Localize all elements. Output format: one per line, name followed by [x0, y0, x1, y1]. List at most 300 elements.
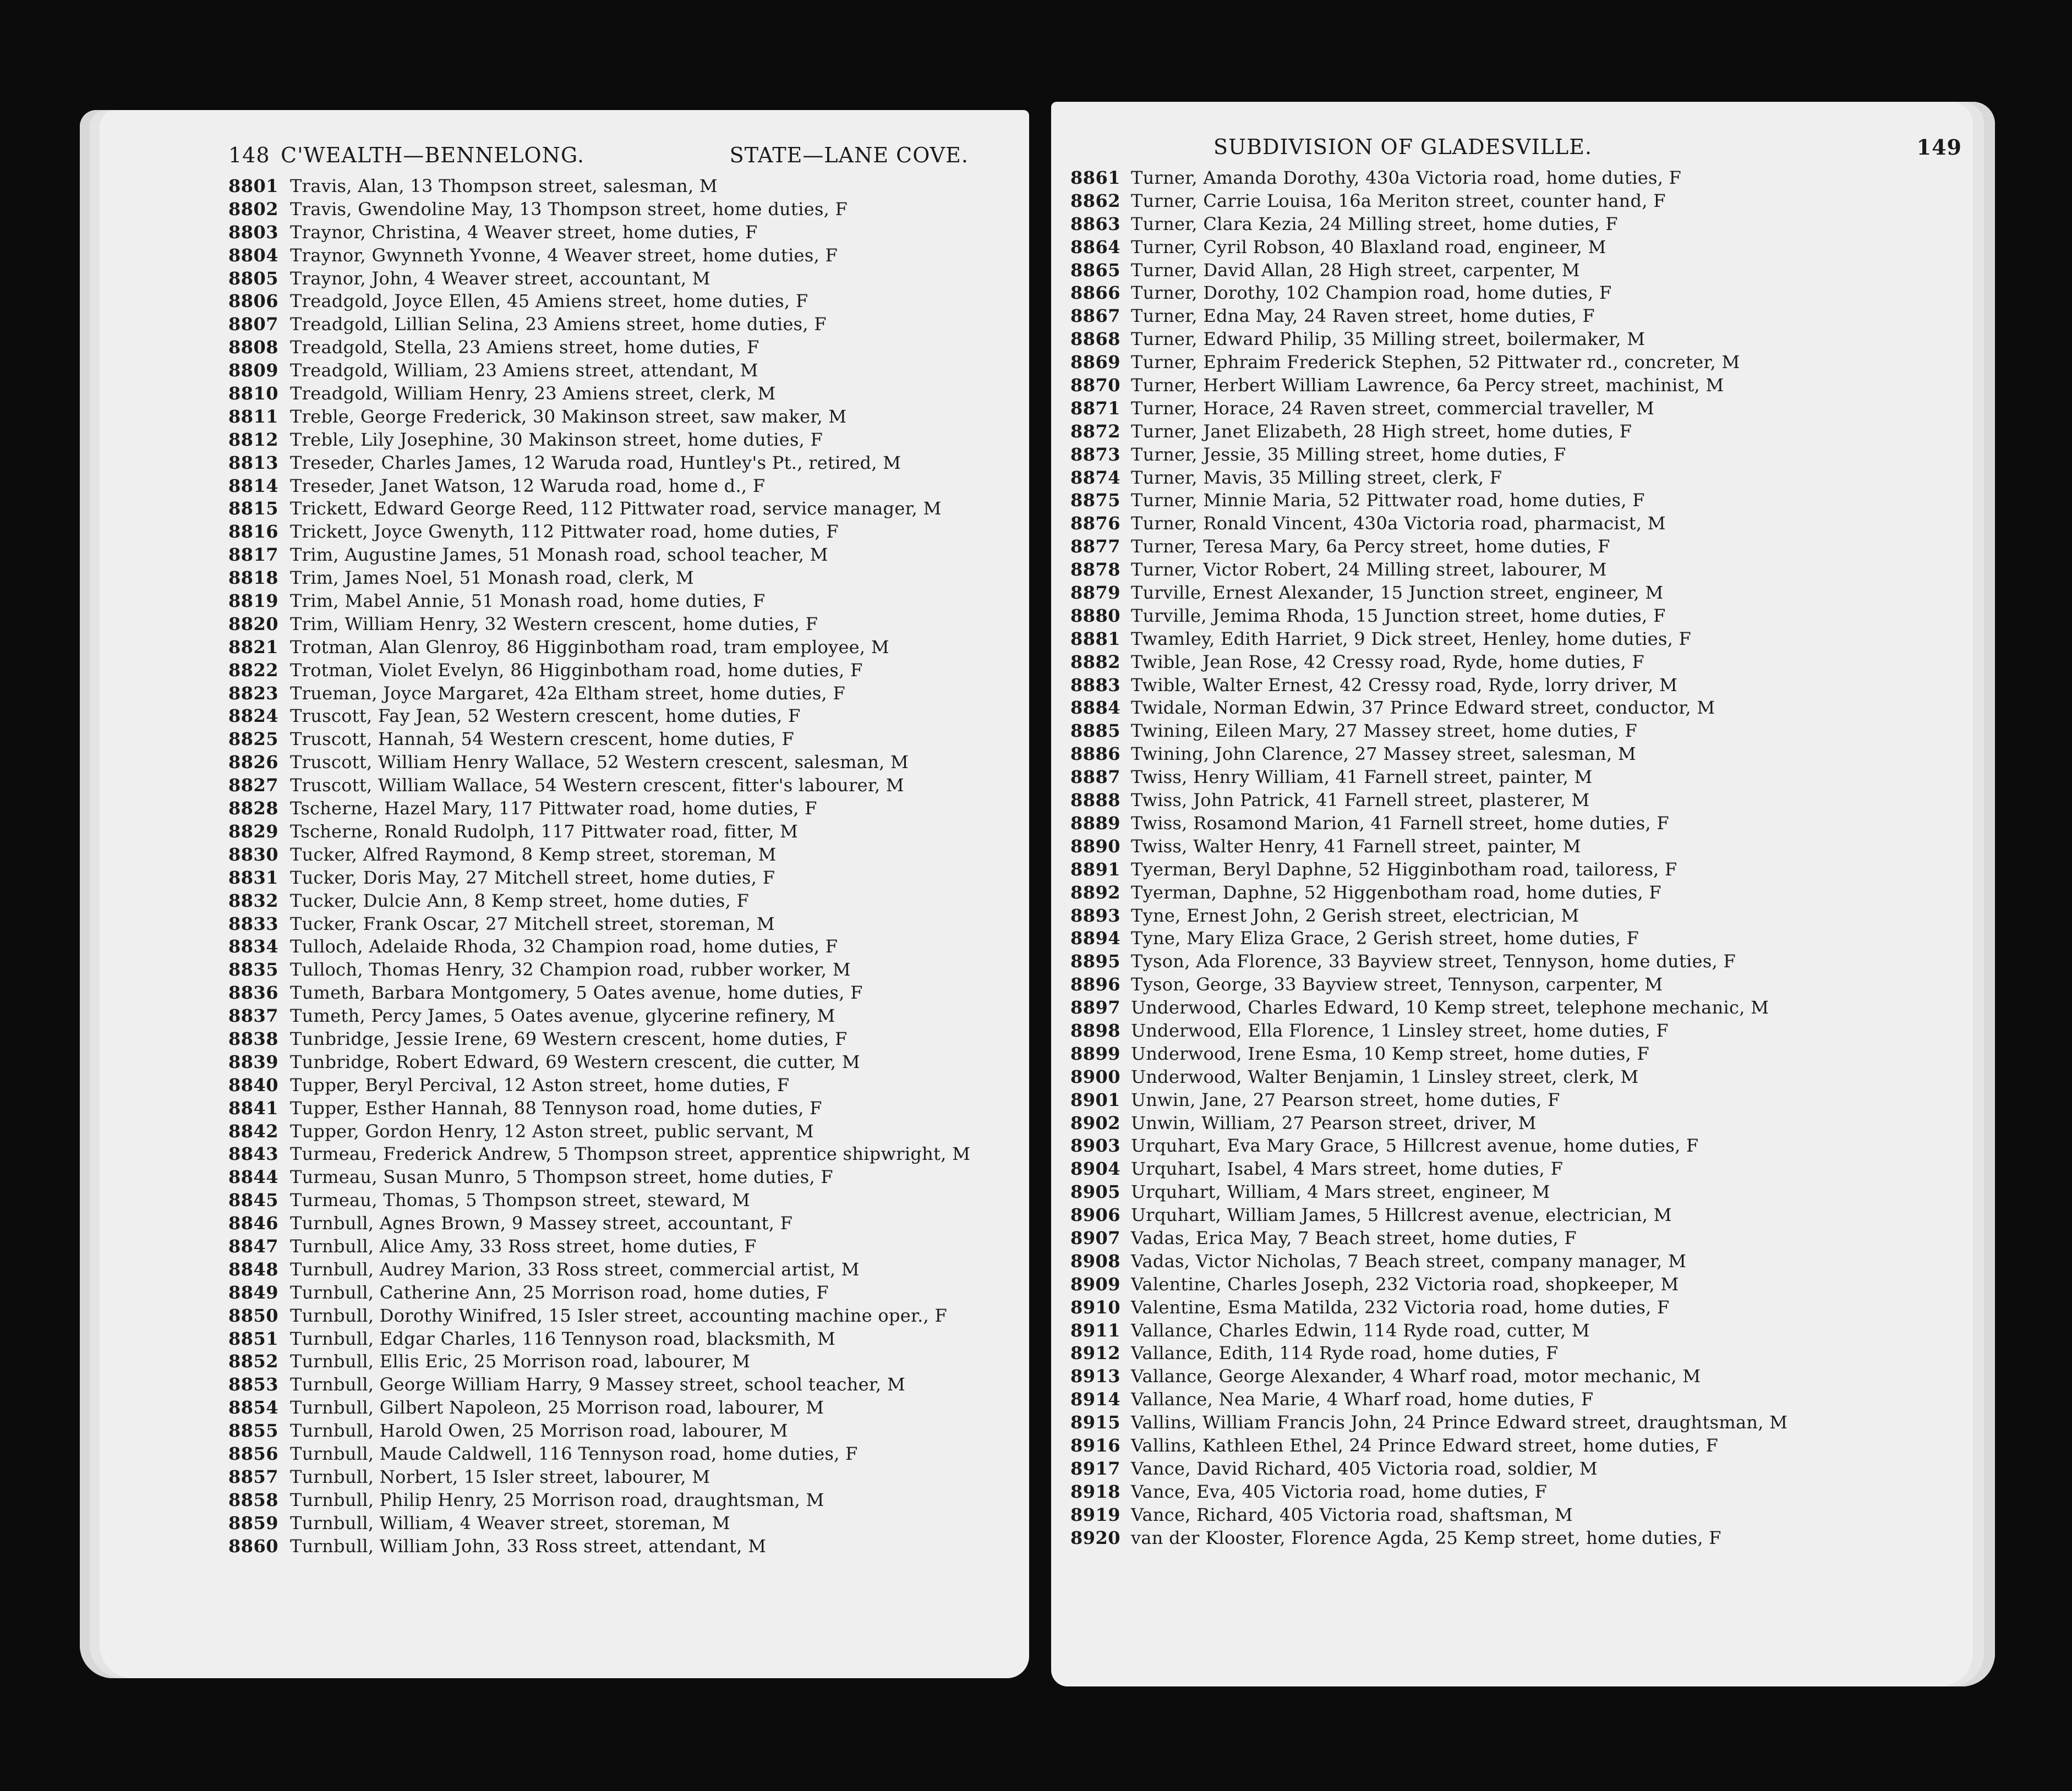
entry-number: 8872 [1070, 420, 1121, 442]
entry-text: Treadgold, William Henry, 23 Amiens street, clerk, M [290, 383, 776, 404]
entry-text: Tunbridge, Jessie Irene, 69 Western crescent, home duties, F [290, 1028, 848, 1049]
list-item [1070, 1388, 1787, 1411]
entry-number: 8909 [1070, 1273, 1121, 1295]
entry-number: 8802 [228, 198, 279, 220]
list-item [228, 175, 970, 198]
entry-text: Treadgold, Lillian Selina, 23 Amiens street, home duties, F [290, 314, 827, 335]
list-item [1070, 720, 1787, 743]
entry-number: 8860 [228, 1535, 279, 1557]
entry-text: Turnbull, Philip Henry, 25 Morrison road, draughtsman, M [290, 1489, 824, 1510]
entry-text: Truscott, Fay Jean, 52 Western crescent, home duties, F [290, 705, 801, 727]
list-item [1070, 328, 1787, 351]
list-item [1070, 1020, 1787, 1043]
entry-text: Turner, Edward Philip, 35 Milling street, boilermaker, M [1131, 328, 1645, 350]
entry-text: Urquhart, Isabel, 4 Mars street, home duties, F [1131, 1158, 1563, 1180]
entry-text: Trotman, Violet Evelyn, 86 Higginbotham road, home duties, F [290, 659, 863, 681]
list-item [228, 1328, 970, 1351]
entry-text: Turner, Ephraim Frederick Stephen, 52 Pittwater rd., concreter, M [1131, 352, 1740, 373]
entry-number: 8853 [228, 1374, 279, 1395]
entry-number: 8905 [1070, 1181, 1121, 1203]
entry-number: 8839 [228, 1051, 279, 1072]
list-item [1070, 628, 1787, 651]
list-item [228, 452, 970, 475]
entry-text: Trickett, Edward George Reed, 112 Pittwater road, service manager, M [290, 498, 942, 519]
entry-text: Twidale, Norman Edwin, 37 Prince Edward street, conductor, M [1131, 697, 1715, 719]
entry-number: 8862 [1070, 190, 1121, 211]
list-item [1070, 1250, 1787, 1273]
entry-number: 8811 [228, 406, 279, 427]
list-item [228, 1097, 970, 1120]
entry-text: Turner, Jessie, 35 Milling street, home duties, F [1131, 443, 1566, 465]
entry-number: 8835 [228, 959, 279, 981]
list-item [228, 1420, 970, 1443]
list-item [228, 1166, 970, 1189]
list-item [228, 913, 970, 936]
entry-number: 8904 [1070, 1158, 1121, 1180]
left-page [80, 110, 1029, 1678]
list-item [228, 1074, 970, 1097]
entry-number: 8831 [228, 867, 279, 888]
entry-text: Tupper, Gordon Henry, 12 Aston street, public servant, M [290, 1120, 814, 1142]
list-item [228, 728, 970, 751]
list-item [1070, 305, 1787, 328]
entry-text: Tucker, Dulcie Ann, 8 Kemp street, home duties, F [290, 890, 750, 911]
entry-number: 8865 [1070, 259, 1121, 281]
entry-number: 8890 [1070, 835, 1121, 857]
page-number: 148 [228, 143, 270, 167]
entry-number: 8816 [228, 521, 279, 543]
entry-number: 8899 [1070, 1043, 1121, 1064]
entry-text: Unwin, Jane, 27 Pearson street, home duties, F [1131, 1089, 1560, 1110]
entry-number: 8866 [1070, 282, 1121, 304]
entry-text: Valentine, Esma Matilda, 232 Victoria road, home duties, F [1131, 1296, 1670, 1318]
entry-text: Tumeth, Percy James, 5 Oates avenue, glycerine refinery, M [290, 1005, 835, 1027]
list-item [228, 844, 970, 867]
list-item [1070, 582, 1787, 605]
entry-text: Vallance, George Alexander, 4 Wharf road, motor mechanic, M [1131, 1366, 1701, 1387]
entry-number: 8834 [228, 936, 279, 957]
list-item [1070, 835, 1787, 858]
entry-number: 8801 [228, 176, 279, 196]
entry-text: Treble, George Frederick, 30 Makinson street, saw maker, M [290, 406, 847, 427]
entry-text: Vance, Richard, 405 Victoria road, shaftsman, M [1131, 1504, 1573, 1525]
entry-number: 8807 [228, 314, 279, 335]
entry-number: 8861 [1070, 167, 1121, 188]
list-item [228, 982, 970, 1005]
entry-number: 8888 [1070, 790, 1121, 811]
list-item [1070, 374, 1787, 397]
list-item [228, 1028, 970, 1051]
entry-number: 8847 [228, 1235, 279, 1257]
entry-text: Tucker, Alfred Raymond, 8 Kemp street, storeman, M [290, 844, 777, 865]
entry-text: Turner, Amanda Dorothy, 430a Victoria road, home duties, F [1131, 167, 1682, 188]
entry-text: Twible, Walter Ernest, 42 Cressy road, Ryde, lorry driver, M [1131, 674, 1678, 695]
entry-text: Traynor, Gwynneth Yvonne, 4 Weaver street, home duties, F [290, 244, 838, 266]
entry-text: Traynor, Christina, 4 Weaver street, home duties, F [290, 221, 758, 243]
entry-number: 8902 [1070, 1112, 1121, 1133]
entry-text: Turmeau, Thomas, 5 Thompson street, steward, M [290, 1190, 751, 1211]
entry-text: Urquhart, William James, 5 Hillcrest avenue, electrician, M [1131, 1204, 1672, 1226]
entry-text: Turnbull, Dorothy Winifred, 15 Isler street, accounting machine oper., F [290, 1305, 947, 1326]
entry-number: 8821 [228, 636, 279, 658]
entry-number: 8887 [1070, 766, 1121, 788]
list-item [1070, 996, 1787, 1020]
entry-text: Vallins, William Francis John, 24 Prince Edward street, draughtsman, M [1131, 1412, 1788, 1433]
entry-text: Truscott, William Henry Wallace, 52 Western crescent, salesman, M [290, 752, 909, 773]
entry-number: 8916 [1070, 1434, 1121, 1456]
list-item [228, 1143, 970, 1166]
list-item [1070, 535, 1787, 558]
entry-number: 8867 [1070, 305, 1121, 327]
entry-number: 8805 [228, 267, 279, 289]
entry-text: Turnbull, William, 4 Weaver street, storeman, M [290, 1512, 730, 1533]
entry-text: Tucker, Frank Oscar, 27 Mitchell street, storeman, M [290, 913, 775, 934]
list-item [1070, 512, 1787, 535]
entry-number: 8869 [1070, 352, 1121, 373]
entry-text: Turner, Ronald Vincent, 430a Victoria road, pharmacist, M [1131, 513, 1666, 534]
entry-number: 8814 [228, 475, 279, 496]
entry-text: Twiss, John Patrick, 41 Farnell street, plasterer, M [1131, 790, 1590, 811]
entry-text: Turner, Cyril Robson, 40 Blaxland road, engineer, M [1131, 236, 1606, 258]
list-item [228, 1396, 970, 1420]
entry-number: 8836 [228, 982, 279, 1004]
list-item [228, 313, 970, 336]
entry-text: Tupper, Beryl Percival, 12 Aston street, home duties, F [290, 1074, 790, 1096]
list-item [1070, 282, 1787, 305]
list-item [228, 497, 970, 521]
entry-number: 8859 [228, 1512, 279, 1533]
entry-text: Twining, Eileen Mary, 27 Massey street, home duties, F [1131, 720, 1637, 742]
list-item [228, 1235, 970, 1258]
entry-number: 8820 [228, 613, 279, 634]
list-item [1070, 1504, 1787, 1527]
entry-text: Turner, Dorothy, 102 Champion road, home duties, F [1131, 282, 1612, 304]
entry-text: Turner, Edna May, 24 Raven street, home duties, F [1131, 305, 1595, 327]
list-item [1070, 858, 1787, 881]
list-item [1070, 489, 1787, 512]
list-item [228, 1535, 970, 1558]
list-item [1070, 1158, 1787, 1181]
entry-text: Underwood, Walter Benjamin, 1 Linsley street, clerk, M [1131, 1066, 1639, 1087]
list-item [1070, 1319, 1787, 1343]
entry-number: 8840 [228, 1074, 279, 1096]
entry-number: 8858 [228, 1489, 279, 1510]
entry-number: 8897 [1070, 997, 1121, 1018]
entry-number: 8809 [228, 360, 279, 381]
entry-text: Twiss, Rosamond Marion, 41 Farnell street, home duties, F [1131, 812, 1670, 834]
list-item [228, 1051, 970, 1074]
list-item [228, 336, 970, 359]
list-item [1070, 973, 1787, 996]
list-item [228, 290, 970, 313]
list-item [228, 867, 970, 890]
entry-text: Vallance, Charles Edwin, 114 Ryde road, cutter, M [1131, 1319, 1590, 1341]
entry-text: Turner, Teresa Mary, 6a Percy street, home duties, F [1131, 536, 1610, 557]
entry-text: Turnbull, Catherine Ann, 25 Morrison road, home duties, F [290, 1281, 829, 1303]
list-item [228, 406, 970, 429]
entry-text: Vadas, Victor Nicholas, 7 Beach street, company manager, M [1131, 1250, 1687, 1272]
list-item [228, 1350, 970, 1373]
entry-number: 8876 [1070, 513, 1121, 534]
entry-number: 8855 [228, 1420, 279, 1442]
list-item [1070, 697, 1787, 720]
entry-number: 8886 [1070, 743, 1121, 765]
entry-number: 8915 [1070, 1412, 1121, 1433]
entry-text: Turner, Horace, 24 Raven street, commercial traveller, M [1131, 397, 1655, 419]
entry-text: Twamley, Edith Harriet, 9 Dick street, Henley, home duties, F [1131, 628, 1692, 649]
entry-text: Truscott, Hannah, 54 Western crescent, home duties, F [290, 729, 795, 750]
entry-text: Turner, Minnie Maria, 52 Pittwater road, home duties, F [1131, 490, 1645, 511]
entry-number: 8819 [228, 590, 279, 612]
list-item [1070, 1135, 1787, 1158]
entry-text: Tscherne, Ronald Rudolph, 117 Pittwater road, fitter, M [290, 820, 799, 842]
list-item [228, 244, 970, 267]
list-item [1070, 605, 1787, 628]
electoral-roll-list [1070, 167, 1787, 1549]
entry-text: Treble, Lily Josephine, 30 Makinson street, home duties, F [290, 429, 823, 450]
entry-number: 8878 [1070, 559, 1121, 580]
entry-number: 8824 [228, 705, 279, 727]
entry-number: 8892 [1070, 881, 1121, 903]
entry-number: 8903 [1070, 1135, 1121, 1157]
entry-number: 8851 [228, 1328, 279, 1349]
entry-number: 8901 [1070, 1089, 1121, 1110]
entry-number: 8849 [228, 1281, 279, 1303]
entry-text: Turner, Herbert William Lawrence, 6a Percy street, machinist, M [1131, 375, 1724, 396]
entry-number: 8893 [1070, 905, 1121, 926]
right-page-header [1117, 135, 1962, 162]
list-item [1070, 1227, 1787, 1250]
electoral-roll-list [228, 175, 970, 1558]
entry-number: 8870 [1070, 375, 1121, 396]
list-item [228, 1489, 970, 1512]
entry-text: Vallance, Nea Marie, 4 Wharf road, home duties, F [1131, 1389, 1594, 1410]
entry-text: Turnbull, George William Harry, 9 Massey street, school teacher, M [290, 1374, 906, 1395]
list-item [228, 636, 970, 659]
entry-text: Turner, David Allan, 28 High street, carpenter, M [1131, 259, 1580, 281]
entry-text: Tupper, Esther Hannah, 88 Tennyson road, home duties, F [290, 1097, 822, 1119]
entry-text: Unwin, William, 27 Pearson street, driver, M [1131, 1112, 1537, 1133]
list-item [228, 1005, 970, 1028]
list-item [228, 797, 970, 820]
entry-number: 8825 [228, 729, 279, 750]
list-item [228, 359, 970, 382]
entry-number: 8832 [228, 890, 279, 911]
list-item [1070, 236, 1787, 259]
entry-text: Tyne, Mary Eliza Grace, 2 Gerish street, home duties, F [1131, 928, 1639, 949]
entry-number: 8857 [228, 1466, 279, 1487]
list-item [1070, 167, 1787, 190]
list-item [1070, 1342, 1787, 1365]
entry-text: Urquhart, William, 4 Mars street, engineer, M [1131, 1181, 1550, 1203]
entry-number: 8850 [228, 1305, 279, 1326]
entry-text: Tyson, George, 33 Bayview street, Tennyson, carpenter, M [1131, 974, 1663, 995]
entry-text: Twible, Jean Rose, 42 Cressy road, Ryde, home duties, F [1131, 651, 1644, 672]
entry-text: van der Klooster, Florence Agda, 25 Kemp street, home duties, F [1131, 1527, 1721, 1548]
entry-text: Tulloch, Thomas Henry, 32 Champion road, rubber worker, M [290, 959, 851, 981]
list-item [228, 613, 970, 636]
entry-number: 8817 [228, 544, 279, 566]
entry-text: Travis, Gwendoline May, 13 Thompson street, home duties, F [290, 198, 848, 220]
entry-number: 8912 [1070, 1343, 1121, 1364]
list-item [228, 1258, 970, 1281]
list-item [228, 682, 970, 705]
list-item [228, 774, 970, 797]
entry-number: 8854 [228, 1397, 279, 1418]
entry-text: Turnbull, Maude Caldwell, 116 Tennyson road, home duties, F [290, 1443, 858, 1464]
entry-number: 8830 [228, 844, 279, 865]
list-item [1070, 927, 1787, 950]
entry-text: Turnbull, Edgar Charles, 116 Tennyson road, blacksmith, M [290, 1328, 836, 1349]
entry-number: 8873 [1070, 443, 1121, 465]
entry-text: Urquhart, Eva Mary Grace, 5 Hillcrest avenue, home duties, F [1131, 1135, 1699, 1157]
list-item [1070, 1365, 1787, 1388]
list-item [228, 567, 970, 590]
entry-text: Vallance, Edith, 114 Ryde road, home duties, F [1131, 1343, 1559, 1364]
entry-text: Twining, John Clarence, 27 Massey street, salesman, M [1131, 743, 1636, 765]
list-item [228, 935, 970, 959]
entry-number: 8898 [1070, 1020, 1121, 1041]
entry-text: Tyne, Ernest John, 2 Gerish street, electrician, M [1131, 905, 1579, 926]
entry-text: Trim, Augustine James, 51 Monash road, school teacher, M [290, 544, 828, 566]
list-item [1070, 743, 1787, 766]
entry-number: 8917 [1070, 1458, 1121, 1479]
list-item [228, 659, 970, 682]
entry-number: 8879 [1070, 582, 1121, 604]
entry-number: 8895 [1070, 951, 1121, 972]
entry-number: 8906 [1070, 1204, 1121, 1226]
entry-text: Underwood, Charles Edward, 10 Kemp street, telephone mechanic, M [1131, 997, 1769, 1018]
list-item [1070, 213, 1787, 236]
entry-text: Tucker, Doris May, 27 Mitchell street, home duties, F [290, 867, 775, 888]
entry-number: 8846 [228, 1213, 279, 1234]
entry-number: 8844 [228, 1166, 279, 1188]
entry-number: 8882 [1070, 651, 1121, 672]
list-item [228, 429, 970, 452]
entry-number: 8823 [228, 682, 279, 704]
entry-number: 8845 [228, 1190, 279, 1211]
entry-number: 8877 [1070, 536, 1121, 557]
entry-text: Turner, Clara Kezia, 24 Milling street, home duties, F [1131, 213, 1618, 234]
entry-text: Tyson, Ada Florence, 33 Bayview street, Tennyson, home duties, F [1131, 951, 1736, 972]
entry-text: Turnbull, Harold Owen, 25 Morrison road, labourer, M [290, 1420, 788, 1442]
entry-number: 8815 [228, 498, 279, 519]
entry-number: 8900 [1070, 1066, 1121, 1087]
entry-text: Tulloch, Adelaide Rhoda, 32 Champion road, home duties, F [290, 936, 838, 957]
list-item [1070, 1434, 1787, 1458]
entry-number: 8885 [1070, 720, 1121, 742]
entry-text: Twiss, Henry William, 41 Farnell street, painter, M [1131, 766, 1593, 788]
entry-text: Turnbull, Gilbert Napoleon, 25 Morrison road, labourer, M [290, 1397, 824, 1418]
list-item [1070, 420, 1787, 443]
entry-text: Tunbridge, Robert Edward, 69 Western crescent, die cutter, M [290, 1051, 860, 1072]
list-item [1070, 1527, 1787, 1550]
entry-number: 8881 [1070, 628, 1121, 649]
entry-text: Turnbull, Agnes Brown, 9 Massey street, accountant, F [290, 1213, 793, 1234]
entry-text: Turner, Mavis, 35 Milling street, clerk, F [1131, 467, 1502, 488]
entry-number: 8907 [1070, 1227, 1121, 1248]
list-item [228, 1443, 970, 1466]
list-item [1070, 397, 1787, 420]
entry-text: Trueman, Joyce Margaret, 42a Eltham street, home duties, F [290, 682, 846, 704]
list-item [1070, 259, 1787, 282]
list-item [228, 382, 970, 406]
entry-text: Valentine, Charles Joseph, 232 Victoria road, shopkeeper, M [1131, 1273, 1679, 1295]
list-item [1070, 766, 1787, 789]
entry-text: Treadgold, William, 23 Amiens street, attendant, M [290, 360, 758, 381]
list-item [228, 1305, 970, 1328]
entry-text: Tumeth, Barbara Montgomery, 5 Oates avenue, home duties, F [290, 982, 863, 1004]
list-item [1070, 1411, 1787, 1434]
entry-text: Treadgold, Joyce Ellen, 45 Amiens street, home duties, F [290, 291, 808, 312]
page-number: 149 [1916, 135, 1962, 160]
entry-text: Vance, David Richard, 405 Victoria road, soldier, M [1131, 1458, 1598, 1479]
right-page [1051, 102, 1995, 1686]
entry-text: Vance, Eva, 405 Victoria road, home duties, F [1131, 1481, 1548, 1502]
entry-number: 8908 [1070, 1250, 1121, 1272]
entry-number: 8910 [1070, 1296, 1121, 1318]
entry-number: 8822 [228, 659, 279, 681]
list-item [1070, 1066, 1787, 1089]
entry-text: Truscott, William Wallace, 54 Western crescent, fitter's labourer, M [290, 775, 904, 796]
entry-text: Traynor, John, 4 Weaver street, accountant, M [290, 267, 710, 289]
entry-number: 8896 [1070, 974, 1121, 995]
list-item [1070, 351, 1787, 374]
entry-number: 8889 [1070, 812, 1121, 834]
list-item [1070, 674, 1787, 697]
entry-text: Trim, James Noel, 51 Monash road, clerk, M [290, 567, 694, 589]
list-item [1070, 1296, 1787, 1319]
entry-number: 8841 [228, 1097, 279, 1119]
entry-number: 8838 [228, 1028, 279, 1049]
entry-number: 8919 [1070, 1504, 1121, 1525]
list-item [1070, 1458, 1787, 1481]
entry-text: Turnbull, Alice Amy, 33 Ross street, home duties, F [290, 1235, 757, 1257]
list-item [1070, 1089, 1787, 1112]
entry-number: 8848 [228, 1258, 279, 1280]
entry-number: 8827 [228, 775, 279, 796]
entry-text: Turmeau, Susan Munro, 5 Thompson street, home duties, F [290, 1166, 833, 1188]
entry-text: Travis, Alan, 13 Thompson street, salesman, M [290, 176, 718, 196]
list-item [1070, 190, 1787, 213]
left-page-header [228, 143, 969, 171]
entry-number: 8829 [228, 820, 279, 842]
list-item [228, 820, 970, 844]
entry-number: 8883 [1070, 674, 1121, 695]
entry-number: 8863 [1070, 213, 1121, 234]
entry-text: Turner, Janet Elizabeth, 28 High street, home duties, F [1131, 420, 1632, 442]
entry-text: Treadgold, Stella, 23 Amiens street, home duties, F [290, 337, 759, 358]
entry-number: 8808 [228, 337, 279, 358]
list-item [228, 1189, 970, 1212]
list-item [228, 751, 970, 774]
header-state: STATE—LANE COVE. [729, 143, 969, 167]
entry-text: Tyerman, Beryl Daphne, 52 Higginbotham road, tailoress, F [1131, 858, 1677, 880]
list-item [1070, 651, 1787, 674]
entry-text: Turnbull, Norbert, 15 Isler street, labourer, M [290, 1466, 710, 1487]
entry-text: Turville, Ernest Alexander, 15 Junction street, engineer, M [1131, 582, 1664, 604]
entry-number: 8843 [228, 1143, 279, 1165]
entry-text: Turner, Victor Robert, 24 Milling street, labourer, M [1131, 559, 1607, 580]
entry-text: Twiss, Walter Henry, 41 Farnell street, painter, M [1131, 835, 1581, 857]
entry-number: 8884 [1070, 697, 1121, 719]
list-item [228, 1466, 970, 1489]
list-item [1070, 1481, 1787, 1504]
entry-text: Trim, William Henry, 32 Western crescent, home duties, F [290, 613, 818, 634]
entry-number: 8911 [1070, 1319, 1121, 1341]
entry-number: 8894 [1070, 928, 1121, 949]
entry-text: Turnbull, Audrey Marion, 33 Ross street, commercial artist, M [290, 1258, 860, 1280]
